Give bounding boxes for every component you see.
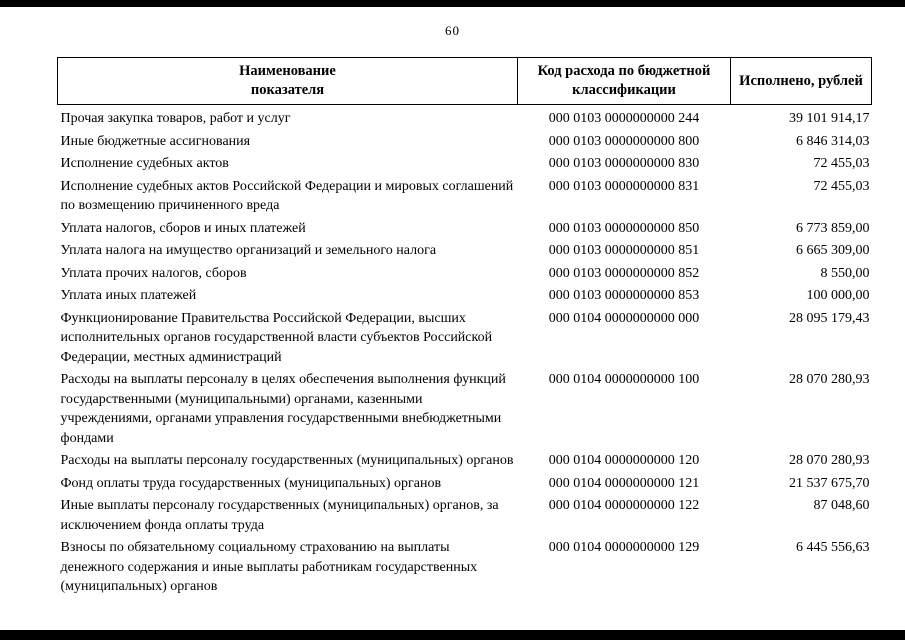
cell-name: Уплата прочих налогов, сборов [60, 265, 247, 281]
table-body [58, 105, 872, 599]
cell-name: Расходы на выплаты персоналу государственных (муниципальных) органов [60, 453, 514, 468]
cell-code: 000 0103 0000000000 831 [548, 178, 700, 194]
cell-amount: 6 445 556,63 [796, 540, 870, 555]
header-row [58, 58, 872, 105]
header-cell-name [58, 58, 518, 105]
header-code-label: Код расхода по бюджетной классификации [537, 63, 711, 98]
cell-code: 000 0103 0000000000 853 [548, 288, 700, 303]
table-row [58, 308, 872, 370]
header-cell-amount [731, 58, 872, 105]
cell-code: 000 0103 0000000000 830 [548, 156, 700, 171]
table-row [58, 369, 872, 450]
cell-code: 000 0103 0000000000 850 [548, 220, 700, 236]
cell-amount: 100 000,00 [806, 288, 870, 303]
page-number: 60 [445, 23, 460, 38]
cell-amount: 8 550,00 [820, 265, 870, 281]
table-header [58, 58, 872, 105]
cell-code: 000 0104 0000000000 122 [548, 498, 700, 513]
cell-amount: 72 455,03 [813, 178, 870, 194]
cell-code: 000 0103 0000000000 244 [548, 111, 700, 126]
header-amount-label: Исполнено, рублей [739, 72, 863, 89]
scan-edge-bottom [0, 630, 905, 640]
cell-amount: 6 846 314,03 [796, 133, 870, 149]
cell-name: Уплата иных платежей [60, 288, 197, 303]
cell-amount: 28 070 280,93 [789, 372, 870, 387]
table-row [58, 240, 872, 263]
table-row [58, 285, 872, 308]
table-row [58, 218, 872, 241]
table-row [58, 176, 872, 218]
table-row [58, 473, 872, 496]
cell-amount: 6 665 309,00 [796, 243, 870, 258]
cell-name: Прочая закупка товаров, работ и услуг [60, 111, 291, 126]
header-cell-code [518, 58, 731, 105]
cell-amount: 6 773 859,00 [796, 220, 870, 236]
header-name-label: Наименование показателя [239, 63, 336, 98]
budget-table [57, 57, 872, 599]
table-row [58, 495, 872, 537]
cell-amount: 87 048,60 [813, 498, 870, 513]
cell-code: 000 0103 0000000000 851 [548, 243, 700, 258]
cell-code: 000 0103 0000000000 852 [548, 265, 700, 281]
cell-amount: 21 537 675,70 [789, 475, 870, 491]
table-row [58, 450, 872, 473]
cell-name: Иные бюджетные ассигнования [60, 133, 251, 149]
cell-name: Фонд оплаты труда государственных (муниципальных) органов [60, 475, 442, 491]
table-row [58, 153, 872, 176]
scan-edge-top [0, 0, 905, 7]
cell-name: Уплата налогов, сборов и иных платежей [60, 220, 306, 236]
cell-name: Функционирование Правительства Российской Федерации, высших исполнительных органов государственной власти субъектов Российской Федерации, местных администраций [60, 310, 493, 365]
cell-amount: 28 095 179,43 [789, 310, 870, 326]
cell-code: 000 0103 0000000000 800 [548, 133, 700, 149]
cell-name: Иные выплаты персоналу государственных (муниципальных) органов, за исключением фонда оплаты труда [60, 498, 499, 533]
cell-code: 000 0104 0000000000 000 [548, 310, 700, 326]
table-row [58, 537, 872, 599]
table-row [58, 131, 872, 154]
cell-name: Расходы на выплаты персоналу в целях обеспечения выполнения функций государственными (муниципальными) органами, казенными учреждениями, органами управления государственными внебюджетными фондами [60, 372, 506, 446]
cell-code: 000 0104 0000000000 100 [548, 372, 700, 387]
cell-amount: 72 455,03 [813, 156, 870, 171]
table-row [58, 263, 872, 286]
cell-name: Взносы по обязательному социальному страхованию на выплаты денежного содержания и иные выплаты работникам государственных (муниципальных) органов [60, 540, 478, 594]
cell-amount: 28 070 280,93 [789, 453, 870, 468]
cell-name: Исполнение судебных актов [60, 156, 229, 171]
cell-name: Исполнение судебных актов Российской Федерации и мировых соглашений по возмещению причиненного вреда [60, 178, 514, 213]
cell-amount: 39 101 914,17 [789, 111, 870, 126]
cell-code: 000 0104 0000000000 121 [548, 475, 700, 491]
cell-name: Уплата налога на имущество организаций и земельного налога [60, 243, 437, 258]
cell-code: 000 0104 0000000000 120 [548, 453, 700, 468]
table-row [58, 105, 872, 131]
cell-code: 000 0104 0000000000 129 [548, 540, 700, 555]
